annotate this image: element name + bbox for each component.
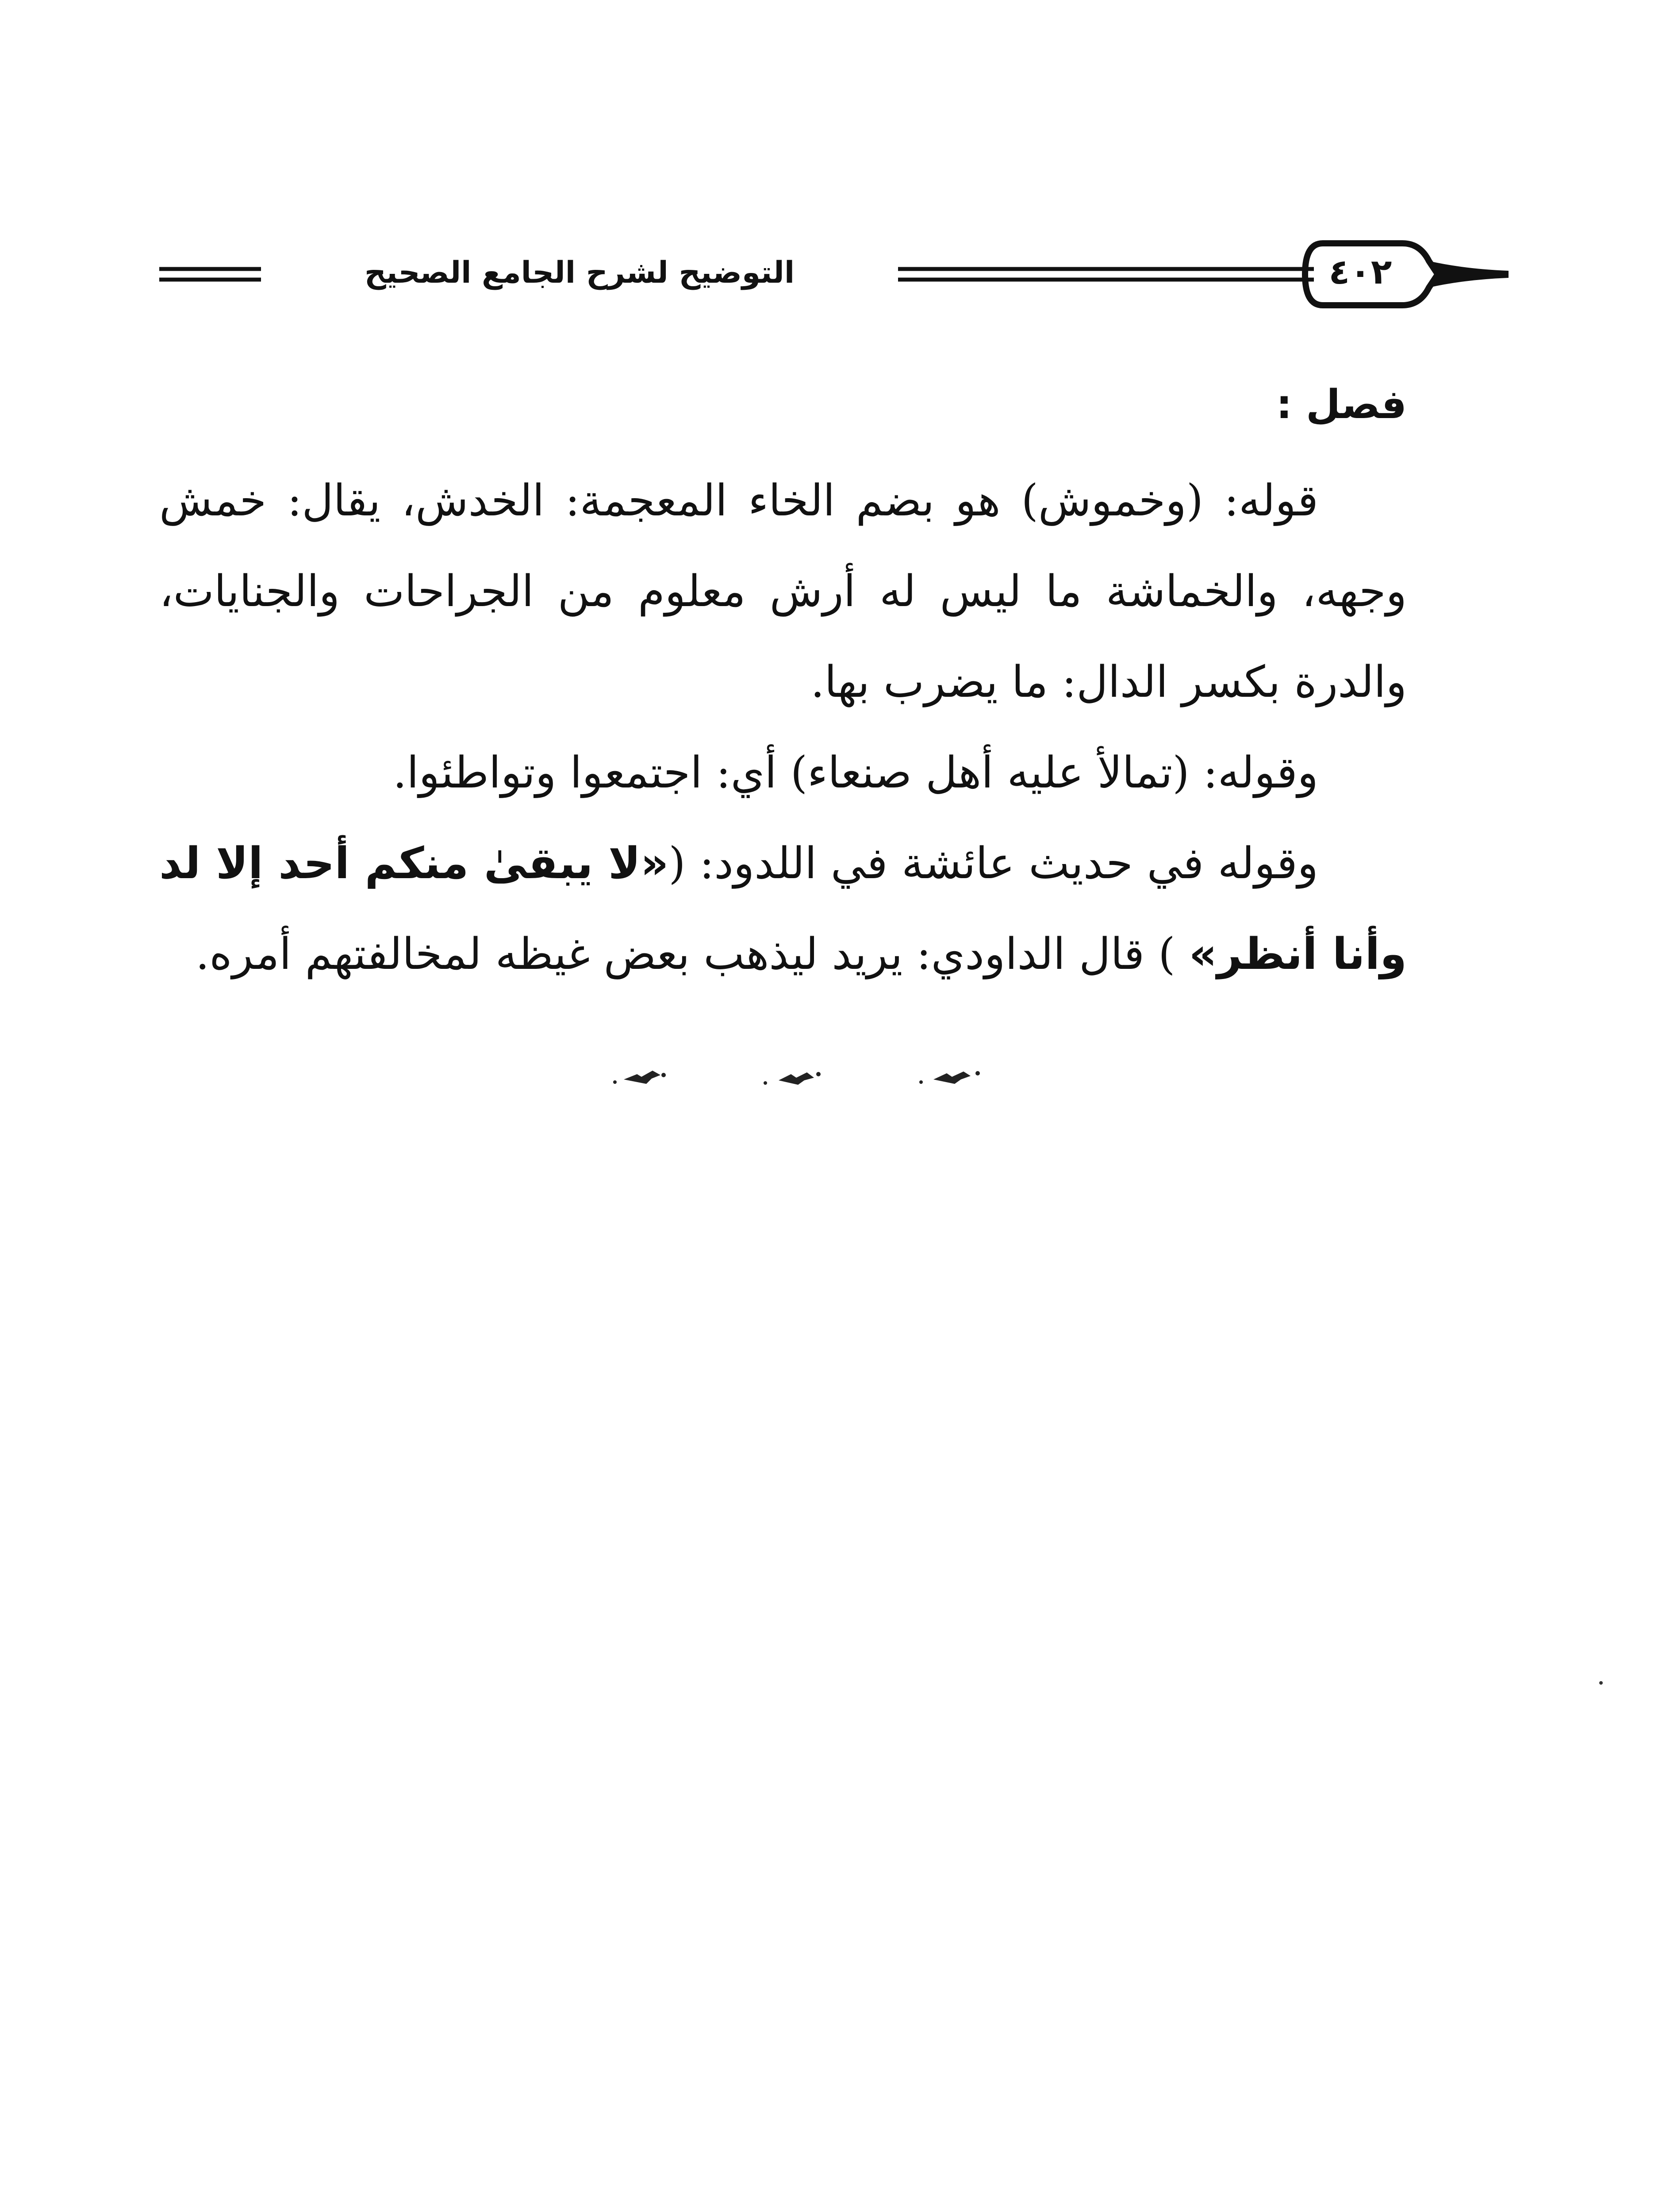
paragraph-1: قوله: (وخموش) هو بضم الخاء المعجمة: الخدش، يقال: خمش وجهه، والخماشة ما ليس له أرش معلوم من الجراحات والجنايات، والدرة بكسر الدال: ما يضرب بها. — [159, 476, 1407, 707]
book-title: التوضيح لشرح الجامع الصحيح — [261, 249, 898, 297]
scan-speck — [1599, 1681, 1603, 1685]
paragraph-3-tail: ) قال الداودي: يريد ليذهب بعض غيظه لمخالفتهم أمره. — [196, 929, 1175, 979]
paragraph-2: وقوله: (تمالأ عليه أهل صنعاء) أي: اجتمعوا وتواطئوا. — [393, 748, 1318, 798]
asterism-ornament-icon — [606, 1062, 1026, 1088]
page-number: ٤٠٢ — [1328, 252, 1392, 292]
hadith-quote: «لا يبقىٰ منكم أحد إلا لد وأنا أنظر» — [159, 838, 1407, 979]
paragraph-3 — [159, 818, 1407, 1000]
main-text — [159, 372, 1407, 1000]
section-heading: فصل : — [1276, 381, 1407, 428]
paragraph-3-lead: وقوله في حديث عائشة في اللدود: ( — [668, 838, 1318, 889]
running-header — [155, 230, 1513, 319]
